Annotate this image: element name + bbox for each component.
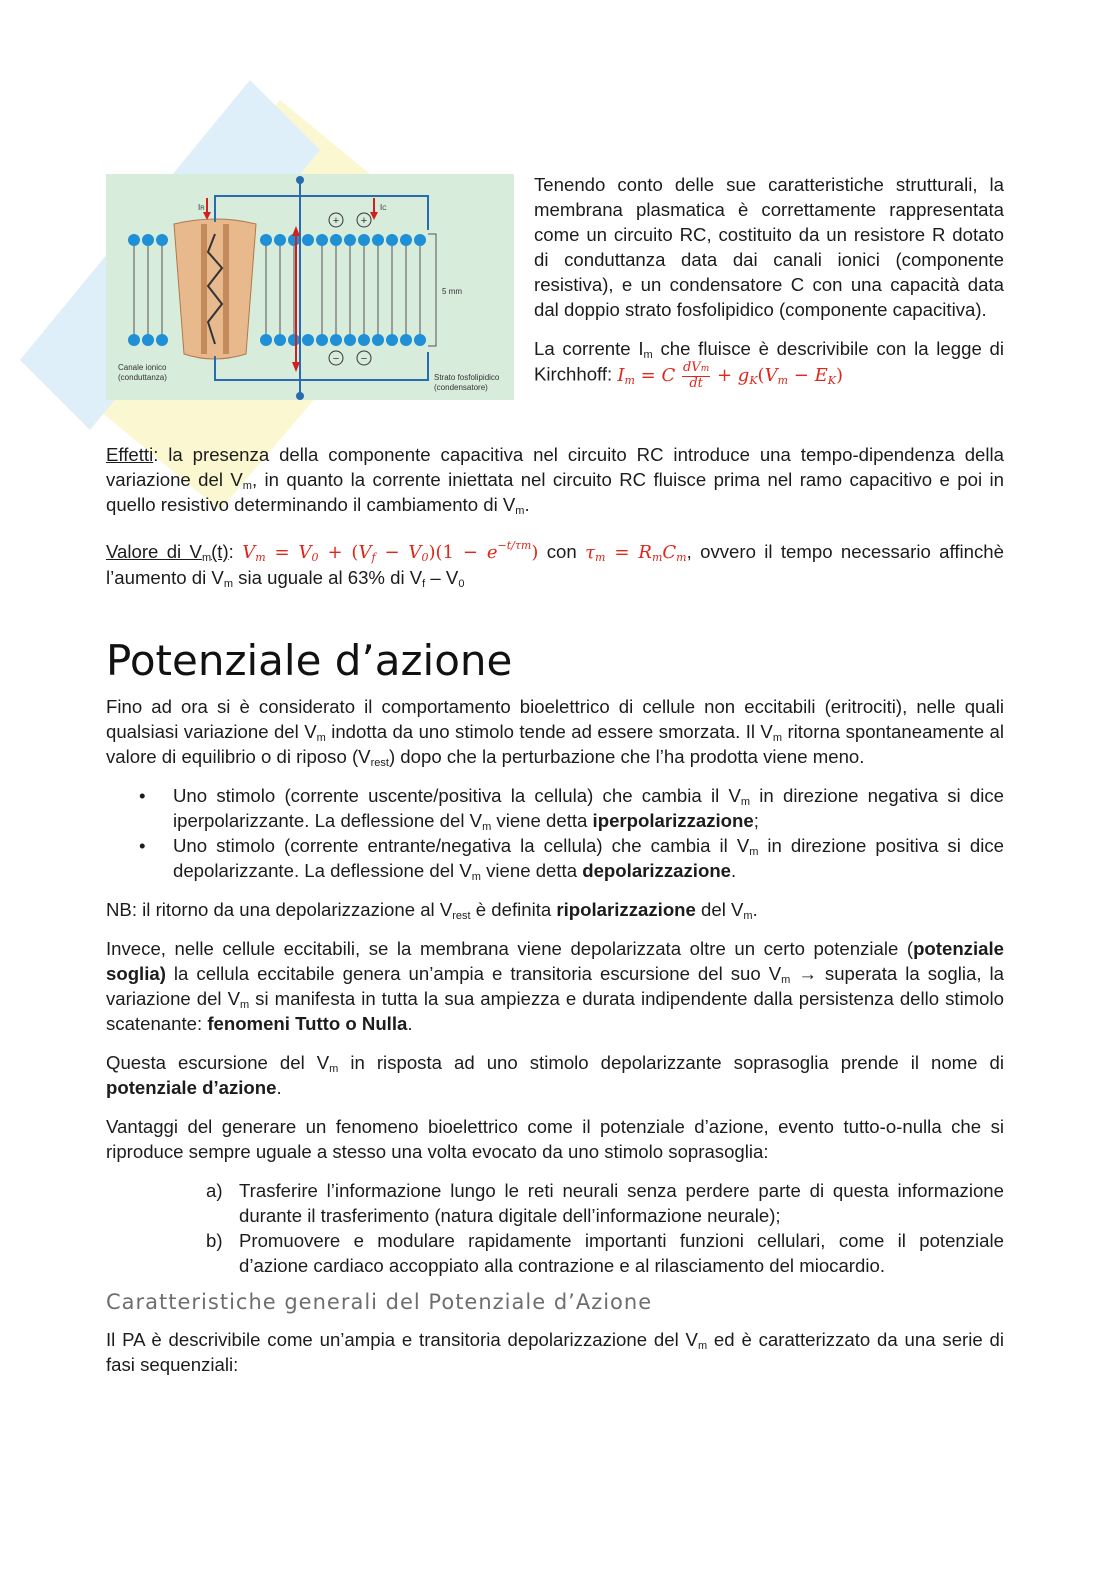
list-item: • Uno stimolo (corrente entrante/negativa la cellula) che cambia il $V_m$ in direzione positiva si dice depolarizzante. La deflessione del $V_m$ viene detta depolarizzazione.	[106, 833, 1004, 883]
svg-text:+: +	[332, 215, 340, 227]
tau-equation: $\tau_m = R_mC_m$	[585, 542, 687, 564]
list-item: • Uno stimolo (corrente uscente/positiva la cellula) che cambia il $V_m$ in direzione negativa si dice iperpolarizzante. La deflessione del $V_m$ viene detta iperpolarizzazione;	[106, 783, 1004, 833]
action-potential-paragraph: Questa escursione del $V_m$ in risposta ad uno stimolo depolarizzante soprasoglia prende il nome di potenziale d’azione.	[106, 1052, 1004, 1098]
svg-text:−: −	[360, 353, 368, 365]
advantages-list	[106, 1178, 1004, 1278]
phases-paragraph: Il PA è descrivibile come un’ampia e transitoria depolarizzazione del $V_m$ ed è caratterizzato da una serie di fasi sequenziali:	[106, 1329, 1004, 1375]
intro-section	[106, 170, 1004, 428]
layer-sub-label: (condensatore)	[434, 383, 488, 392]
advantages-paragraph: Vantaggi del generare un fenomeno bioelettrico come il potenziale d’azione, evento tutto-o-nulla che si riproduce sempre uguale a stesso una volta evocato da uno stimolo soprasoglia:	[106, 1116, 1004, 1162]
svg-text:−: −	[332, 353, 340, 365]
kirchhoff-equation: $I_m = C$ $\frac{\text{dVm}}{dt}$ + $g_K(V_m - E_K)$	[617, 360, 843, 391]
document-page	[106, 170, 1004, 1377]
ion-channel-shape	[174, 219, 256, 359]
nb-paragraph: NB: il ritorno da una depolarizzazione al $V_{rest}$ è definita ripolarizzazione del $V_m$.	[106, 899, 758, 922]
membrane-circuit-diagram	[106, 174, 514, 400]
layer-label: Strato fosfolipidico	[434, 373, 500, 382]
section-title: Potenziale d’azione	[106, 636, 513, 685]
svg-text:+: +	[360, 215, 368, 227]
thickness-label: 5 mm	[442, 287, 462, 296]
list-item: b) Promuovere e modulare rapidamente importanti funzioni cellulari, come il potenziale d’azione cardiaco accoppiato alla contrazione e al rilasciamento del miocardio.	[206, 1230, 1004, 1276]
section-paragraph-1: Fino ad ora si è considerato il comportamento bioelettrico di cellule non eccitabili (eritrociti), nelle quali qualsiasi variazione del $V_m$ indotta da uno stimolo tende ad essere smorzata. Il $V_m$ ritorna spontaneamente al valore di equilibrio o di riposo $(V_{rest})$ dopo che la perturbazione che l’ha prodotta viene meno.	[106, 696, 1005, 769]
ion-current-capacitive-label: IC	[380, 203, 387, 212]
ion-current-resistive-label: IR	[198, 203, 205, 212]
intro-paragraph-2: La corrente $I_m$ che fluisce è descrivibile con la legge di Kirchhoff: $I_m = C$ $\frac{\text{dVm}}{dt}$ + $g_K(V_m - E_K)$	[534, 338, 1004, 391]
effects-paragraph: Effetti: la presenza della componente capacitiva nel circuito RC introduce una tempo-dipendenza della variazione del $V_m$, in quanto la corrente iniettata nel circuito RC fluisce prima nel ramo capacitivo e poi in quello resistivo determinando il cambiamento di $V_m$.	[106, 444, 1004, 517]
excitable-paragraph: Invece, nelle cellule eccitabili, se la membrana viene depolarizzata oltre un certo potenziale (potenziale soglia) la cellula eccitabile genera un’ampia e transitoria escursione del suo $V_m$ → superata la soglia, la variazione del $V_m$ si manifesta in tutta la sua ampiezza e durata indipendente dalla persistenza dello stimolo scatenante: fenomeni Tutto o Nulla.	[106, 938, 1004, 1034]
vm-value-paragraph: Valore di $V_m(t)$: $V_m = V_0 + (V_f - V_0)(1 - e^{-t/\tau m})$ con $\tau_m = R_mC_m$, ovvero il tempo necessario affinchè l’aumento di $V_m$ sia uguale al 63% di $V_f - V_0$	[106, 539, 1004, 590]
section-subtitle: Caratteristiche generali del Potenziale d’Azione	[106, 1290, 653, 1314]
intro-text	[534, 172, 1004, 390]
vm-time-equation: $V_m = V_0 + (V_f - V_0)(1 - e^{-t/\tau m})$	[242, 539, 539, 564]
stimulus-list	[106, 783, 1004, 883]
intro-paragraph-1: Tenendo conto delle sue caratteristiche strutturali, la membrana plasmatica è correttamente rappresentata come un circuito RC, costituito da un resistore R dotato di conduttanza data dai canali ionici (componente resistiva), e un condensatore C con una capacità data dal doppio strato fosfolipidico (componente capacitiva).	[534, 174, 1004, 320]
channel-sub-label: (conduttanza)	[118, 373, 167, 382]
membrane-circuit-figure	[106, 174, 514, 400]
channel-label: Canale ionico	[118, 363, 167, 372]
list-item: a) Trasferire l’informazione lungo le reti neurali senza perdere parte di questa informazione durante il trasferimento (natura digitale dell’informazione neurale);	[206, 1180, 1004, 1226]
